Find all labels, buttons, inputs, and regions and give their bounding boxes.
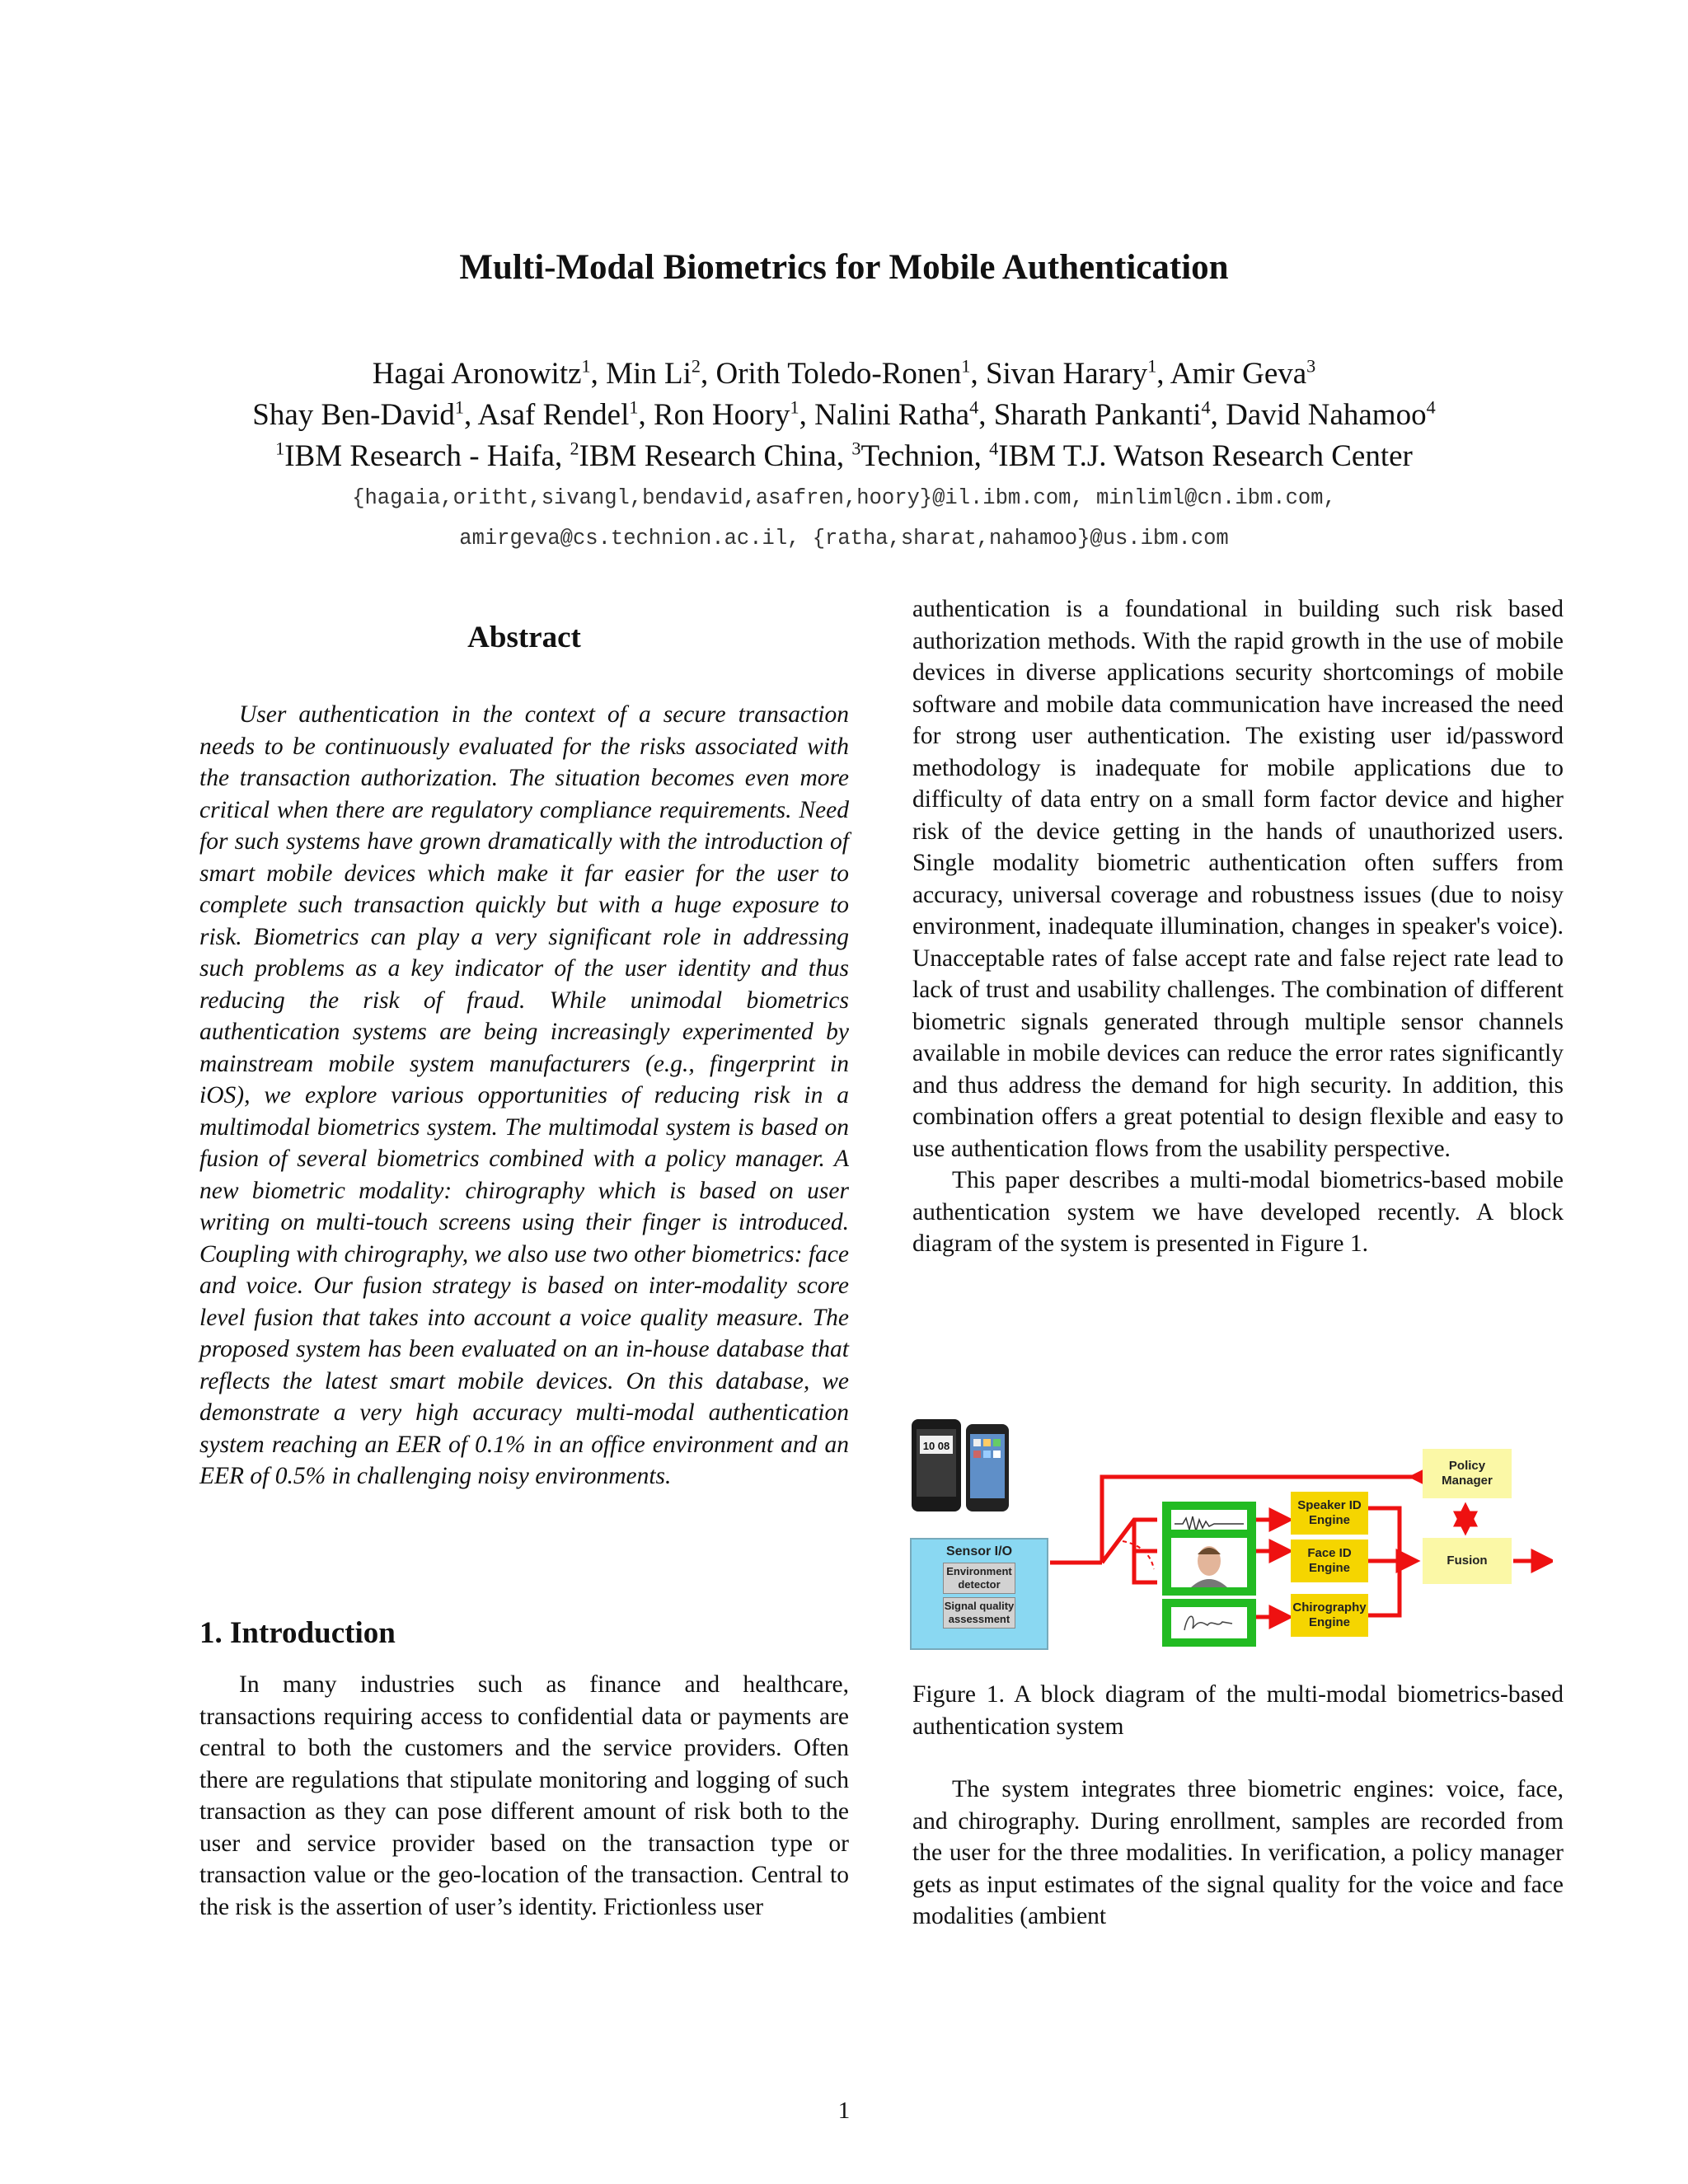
introduction-heading: 1. Introduction <box>199 1616 396 1650</box>
intro-paragraph-continued: authentication is a foundational in building such risk based authorization methods. With the rapid growth in the use of mobile devices in diverse applications security shortcomings of mobile software and mobile data communication have increased the need for strong user authentication. The existing user id/password methodology is inadequate for mobile applications due to difficulty of data entry on a small form factor device and higher risk of the device getting in the hands of unauthorized users. Single modality biometric authentication often suffers from accuracy, universal coverage and robustness issues (due to noisy environment, inadequate illumination, changes in speaker's voice). Unacceptable rates of false accept rate and false reject rate lead to lack of trust and usability challenges. The combination of different biometric signals generated through multiple sensor channels available in mobile devices can reduce the error rates significantly and thus address the demand for high security. In addition, this combination offers a great potential to design flexible and easy to use authentication flows from the usability perspective. <box>912 596 1564 1162</box>
abstract-body <box>199 699 849 1493</box>
chirography-sample-frame <box>1162 1599 1256 1647</box>
author: Sivan Harary$^1$, <box>985 355 1170 391</box>
policy-manager-box: Policy Manager <box>1423 1449 1512 1498</box>
author: David Nahamoo$^4$ <box>1226 396 1436 432</box>
affiliation: $^2$IBM Research China, <box>570 438 852 473</box>
chirography-engine: Chirography Engine <box>1291 1594 1368 1637</box>
environment-detector-box: Environment detector <box>943 1563 1015 1594</box>
author: Shay Ben-David$^1$, <box>252 396 478 432</box>
introduction-body <box>199 1669 849 1923</box>
author-line-1 <box>0 354 1688 394</box>
face-id-engine: Face ID Engine <box>1291 1540 1368 1582</box>
affiliation: $^1$IBM Research - Haifa, <box>275 438 570 473</box>
author: Min Li$^2$, <box>606 355 716 391</box>
introduction-paragraph: In many industries such as finance and healthcare, transactions requiring access to confidential data or payments are central to both the customers and the service providers. Often there are regulations that stipulate monitoring and logging of such transaction as they can pose different amount of risk both to the user and service provider based on the transaction type or transaction value or the geo-location of the transaction. Central to the risk is the assertion of user’s identity. Frictionless user <box>199 1671 849 1920</box>
page-number: 1 <box>837 2097 851 2124</box>
affiliation: $^3$Technion, <box>851 438 990 473</box>
figure-caption <box>912 1679 1564 1742</box>
author: Orith Toledo-Ronen$^1$, <box>715 355 986 391</box>
author: Sharath Pankanti$^4$, <box>993 396 1226 432</box>
right-column-bottom <box>912 1774 1564 1933</box>
author: Nalini Ratha$^4$, <box>814 396 994 432</box>
paper-title: Multi-Modal Biometrics for Mobile Authentication <box>459 248 1229 287</box>
abstract-text: User authentication in the context of a secure transaction needs to be continuously evaluated for the risks associated with the transaction authorization. The situation becomes even more critical when there are regulatory compliance requirements. Need for such systems have grown dramatically with the introduction of smart mobile devices which make it far easier for the user to complete such transaction quickly but with a huge exposure to risk. Biometrics can play a very significant role in addressing such problems as a key indicator of the user identity and thus reducing the risk of fraud. While unimodal biometrics authentication systems are being increasingly experimented by mainstream mobile system manufacturers (e.g., fingerprint in iOS), we explore various opportunities of reducing risk in a multimodal biometrics system. The multimodal system is based on fusion of several biometrics combined with a policy manager. A new biometric modality: chirography which is based on user writing on multi-touch screens using their finger is introduced. Coupling with chirography, we also use two other biometrics: face and voice. Our fusion strategy is based on inter-modality score level fusion that takes into account a voice quality measure. The proposed system has been evaluated on an in-house database that reflects the latest smart mobile devices. On this database, we demonstrate a very high accuracy multi-modal authentication system reaching an EER of 0.1% in an office environment and an EER of 0.5% in challenging noisy environments. <box>199 701 849 1489</box>
figure-1-block-diagram <box>910 1416 1553 1652</box>
speaker-id-engine: Speaker ID Engine <box>1291 1492 1368 1535</box>
affiliation-line <box>0 437 1688 476</box>
right-column-top <box>912 593 1564 1260</box>
intro-paragraph-2: This paper describes a multi-modal biometrics-based mobile authentication system we have developed recently. A block diagram of the system is presented in Figure 1. <box>912 1167 1564 1257</box>
author: Hagai Aronowitz$^1$, <box>372 355 607 391</box>
face-sample-frame <box>1162 1530 1256 1596</box>
author: Amir Geva$^3$ <box>1170 355 1316 391</box>
figure-1-caption: Figure 1. A block diagram of the multi-modal biometrics-based authentication system <box>912 1681 1564 1740</box>
author: Asaf Rendel$^1$, <box>477 396 654 432</box>
affiliation: $^4$IBM T.J. Watson Research Center <box>989 438 1413 473</box>
email-line-1: {hagaia,oritht,sivangl,bendavid,asafren,hoory}@il.ibm.com, minliml@cn.ibm.com, <box>352 486 1336 510</box>
fusion-box: Fusion <box>1423 1538 1512 1584</box>
phone-time: 10 08 <box>922 1440 950 1452</box>
handwriting-icon <box>1171 1607 1247 1638</box>
signal-quality-box: Signal quality assessment <box>943 1597 1015 1629</box>
system-paragraph: The system integrates three biometric engines: voice, face, and chirography. During enrollment, samples are recorded from the user for the three modalities. In verification, a policy manager gets as input estimates of the signal quality for the voice and face modalities (ambient <box>912 1776 1564 1929</box>
author: Ron Hoory$^1$, <box>653 396 815 432</box>
sensor-io-title: Sensor I/O <box>945 1544 1013 1558</box>
author-line-2 <box>0 396 1688 435</box>
email-line-2: amirgeva@cs.technion.ac.il, {ratha,sharat,nahamoo}@us.ibm.com <box>459 527 1229 551</box>
face-icon <box>1171 1538 1247 1587</box>
abstract-heading: Abstract <box>467 621 581 654</box>
phone-icon <box>912 1419 1009 1511</box>
sensor-io-box <box>910 1538 1048 1650</box>
